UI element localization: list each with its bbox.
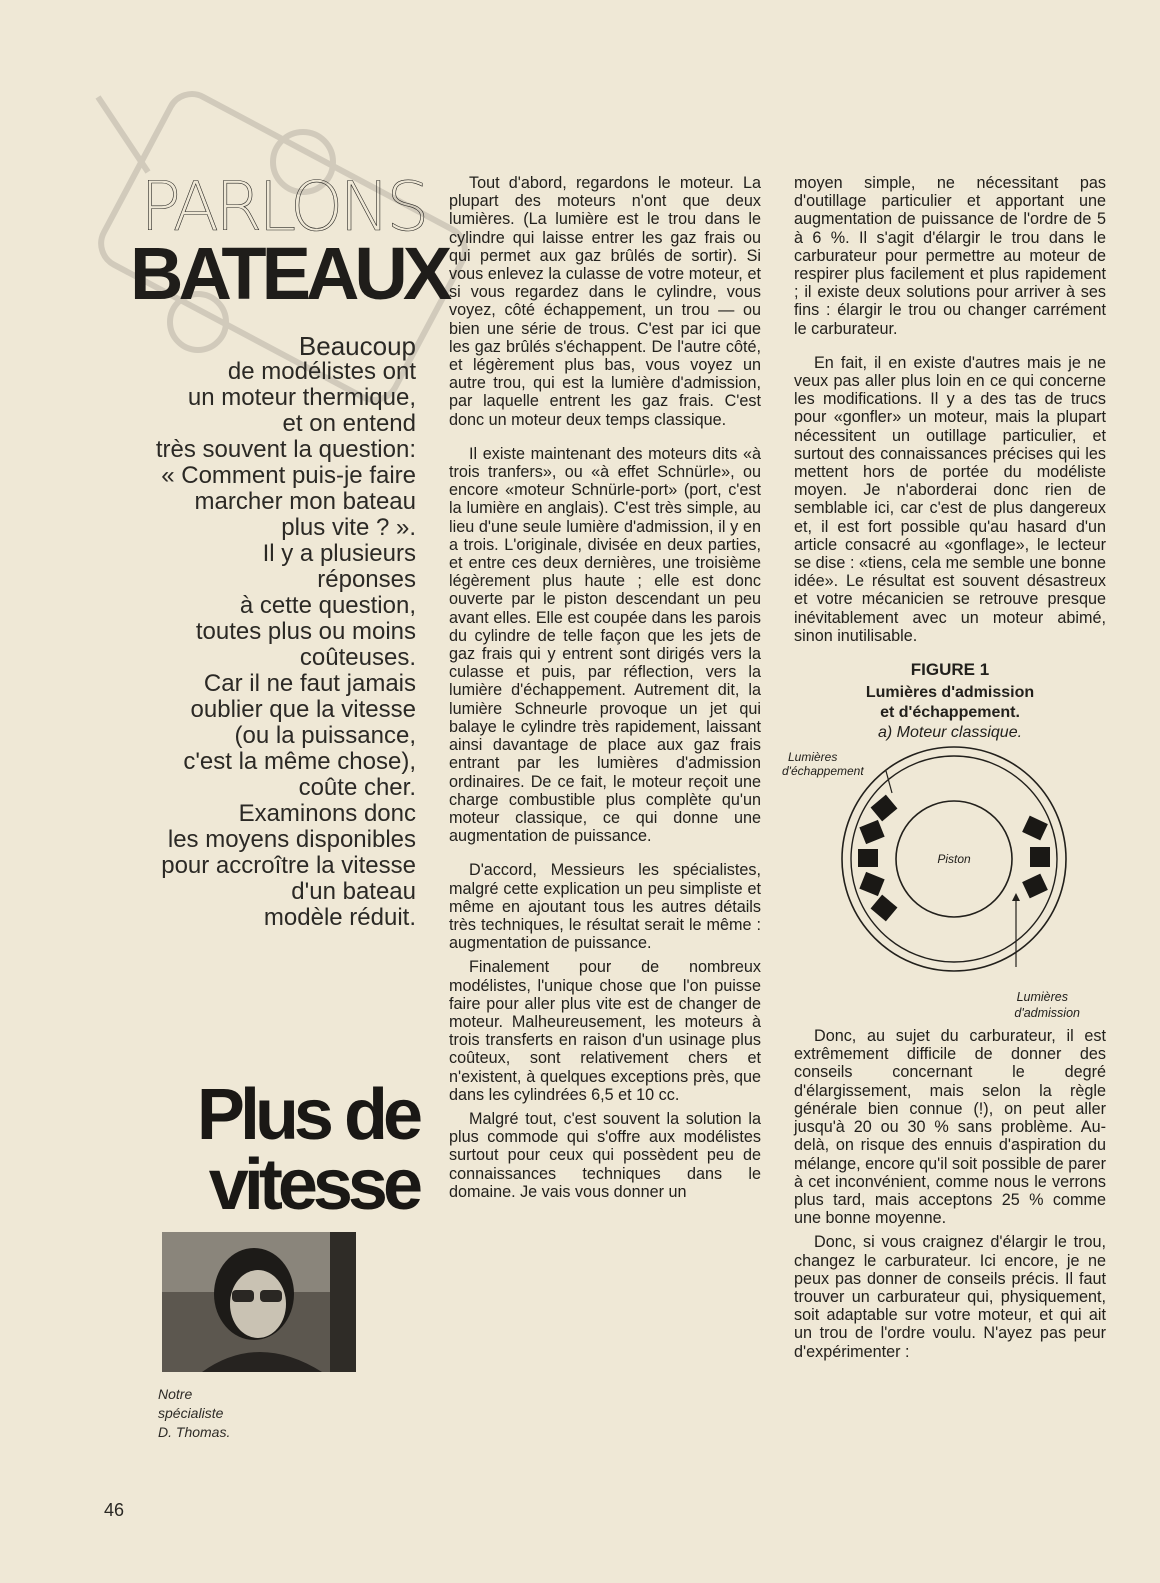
lead-line: très souvent la question: (155, 436, 416, 463)
author-portrait-image (162, 1232, 356, 1372)
lead-line: c'est la même chose), (183, 748, 416, 775)
section-heading-line: vitesse (208, 1145, 418, 1225)
intake-arrowhead (1012, 893, 1020, 901)
text-column-2 (449, 174, 761, 1514)
text-column-3 (782, 174, 1106, 1514)
figure-caption: a) Moteur classique. (877, 724, 1023, 742)
exhaust-port (871, 795, 898, 822)
figure-subtitle: et d'échappement. (880, 704, 1020, 722)
body-paragraph: Tout d'abord, regardons le moteur. La plupart des moteurs n'ont que deux lumières. (La lumière est le trou dans le cylindre qui laisse entrer les gaz frais ou qui permet aux gaz brûlés de sortir). Si vous enlevez la culasse de votre moteur, et si vous regardez dans le cylindre, vous voyez, côté échappement, un trou — ou bien une série de trous. C'est par ici que les gaz brûlés s'échappent. De l'autre côté, et légèrement plus bas, vous voyez un autre trou, qui est la lumière d'admission, par laquelle entrent les gaz frais. C'est donc un moteur deux temps classique. (449, 174, 761, 429)
intake-label-block (794, 989, 1080, 1021)
body-paragraph: Donc, si vous craignez d'élargir le trou, changez le carburateur. Ici encore, je ne peux pas donner de conseils précis. Il faut trouver un carburateur qui, physiquement, soit adaptable sur votre moteur, et qui ait un trou de l'ordre voulu. N'ayez pas peur d'expérimenter : (794, 1233, 1106, 1361)
author-photo (162, 1232, 356, 1372)
lead-line: toutes plus ou moins (195, 618, 416, 645)
caption-line: spécialiste (158, 1405, 224, 1421)
lead-line: les moyens disponibles (167, 826, 416, 853)
lead-line: un moteur thermique, (187, 384, 416, 411)
lead-paragraph (90, 333, 416, 931)
body-paragraph: moyen simple, ne nécessitant pas d'outillage particulier et apportant une augmentation de puissance de l'ordre de 5 à 6 %. Il s'agit d'élargir le trou dans le carburateur pour permettre au moteur de respirer plus facilement et plus rapidement ; il existe deux solutions pour arriver à ses fins : élargir le trou ou changer carrément le carburateur. (794, 174, 1106, 338)
lead-line: à cette question, (239, 592, 416, 619)
lead-line: marcher mon bateau (194, 488, 416, 515)
intake-port (1022, 816, 1048, 841)
lead-line: coûteuses. (299, 644, 416, 671)
intake-port (1030, 847, 1050, 867)
piston-label: Piston (937, 852, 971, 867)
body-paragraph: Malgré tout, c'est souvent la solution la plus commode qui s'offre aux modélistes surtout pour ceux qui possèdent peu de connaissances techniques dans le domaine. Je vais vous donner un (449, 1109, 761, 1201)
intake-port (1022, 874, 1048, 899)
lead-line: (ou la puissance, (234, 722, 416, 749)
exhaust-pointer (886, 771, 892, 793)
body-paragraph: Il existe maintenant des moteurs dits «à trois tranfers», ou «à effet Schnürle», ou encore «moteur Schnürle-port» (port, c'est la lumière en anglais). C'est très simple, au lieu d'une seule lumière d'admission, il y en a trois. L'originale, divisée en deux parties, et entre ces deux dernières, une troisième légèrement plus haute ; elle est donc ouverte par le piston descendant un peu avant elles. Elle est coupée dans les parois du cylindre de telle façon que les jets de gaz frais qui y entrent sont dirigés vers la culasse et puis, par réflection, vers la lumière d'échappement. Autrement dit, la lumière Schneurle provoque un jet qui balaye le cylindre très rapidement, laissant ainsi davantage de place aux gaz frais entrant par les lumières d'admission ordinaires. De ce fait, le moteur reçoit une charge combustible plus complète qu'un moteur classique, ce qui donne une augmentation de puissance. (449, 444, 761, 846)
figure-subtitle: Lumières d'admission (865, 684, 1035, 702)
exhaust-port (871, 895, 898, 922)
lead-line: Beaucoup (298, 331, 416, 361)
exhaust-ports (858, 795, 897, 922)
exhaust-label: Lumières (788, 750, 838, 765)
exhaust-port (859, 820, 884, 844)
exhaust-port (859, 872, 884, 896)
lead-line: et on entend (282, 410, 416, 437)
figure-title: FIGURE 1 (910, 660, 990, 680)
photo-caption (158, 1385, 278, 1442)
body-paragraph: D'accord, Messieurs les spécialistes, malgré cette explication un peu simpliste et même en ajoutant tous les autres détails très techniques, le résultat serait le même : augmentation de puissance. (449, 861, 761, 953)
lead-line: d'un bateau (291, 878, 416, 905)
caption-line: D. Thomas. (158, 1424, 231, 1440)
lead-line: Car il ne faut jamais (203, 670, 416, 697)
page-number: 46 (104, 1500, 125, 1520)
lead-line: pour accroître la vitesse (161, 852, 416, 879)
body-paragraph: Donc, au sujet du carburateur, il est extrêmement difficile de donner des conseils concernant le degré d'élargissement, mais selon la règle générale bien connue (!), on peut aller jusqu'à 20 ou 30 % sans problème. Au-delà, on risque des ennuis d'aspiration du mélange, encore qu'il soit possible de parer à cet inconvénient, comme nous le verrons plus tard, mais acceptons 25 % comme une bonne moyenne. (794, 1027, 1106, 1228)
cylinder-ports-diagram (782, 749, 1088, 989)
exhaust-port (858, 849, 878, 867)
section-heading (150, 1075, 418, 1225)
intake-ports (1022, 816, 1050, 899)
lead-line: oublier que la vitesse (190, 696, 416, 723)
intake-label: d'admission (1014, 1006, 1080, 1021)
lead-line: modèle réduit. (263, 904, 416, 931)
body-paragraph: En fait, il en existe d'autres mais je ne veux pas aller plus loin en ce qui concerne les modifications. Il y a des tas de trucs pour «gonfler» un moteur, mais la plupart nécessitent un outillage particulier, et surtout des connaissances précises qui les mettent hors de portée du modéliste moyen. Je n'aborderai donc rien de semblable ici, car c'est de plus dangereux et, il est fort possible qu'au hasard d'un article consacré au «gonflage», le lecteur se dise : «tiens, cela me semble une bonne idée». Le résultat est souvent désastreux et votre mécanicien se retrouve presque inévitablement avec un moteur abimé, sinon inutilisable. (794, 353, 1106, 645)
header-kicker: PARLONS (140, 168, 426, 247)
header-title: BATEAUX (130, 232, 448, 315)
lead-line: Il y a plusieurs (262, 540, 416, 567)
lead-line: de modélistes ont (227, 358, 416, 385)
lead-line: coûte cher. (298, 774, 416, 801)
lead-line: plus vite ? ». (281, 514, 416, 541)
lead-line: réponses (317, 566, 416, 593)
exhaust-label: d'échappement (782, 764, 864, 779)
lead-line: « Comment puis-je faire (161, 462, 416, 489)
intake-label: Lumières (1016, 990, 1068, 1005)
lead-line: Examinons donc (238, 800, 416, 827)
caption-line: Notre (158, 1386, 193, 1402)
body-paragraph: Finalement pour de nombreux modélistes, l'unique chose que l'on puisse faire pour aller plus vite est de changer de moteur. Malheureusement, les moteurs à trois transferts en raison d'un usinage plus coûteux, sont relativement chers et n'existent, à quelques exceptions près, que dans les cylindrées 6,5 et 10 cc. (449, 958, 761, 1104)
section-heading-line: Plus de (196, 1075, 418, 1155)
